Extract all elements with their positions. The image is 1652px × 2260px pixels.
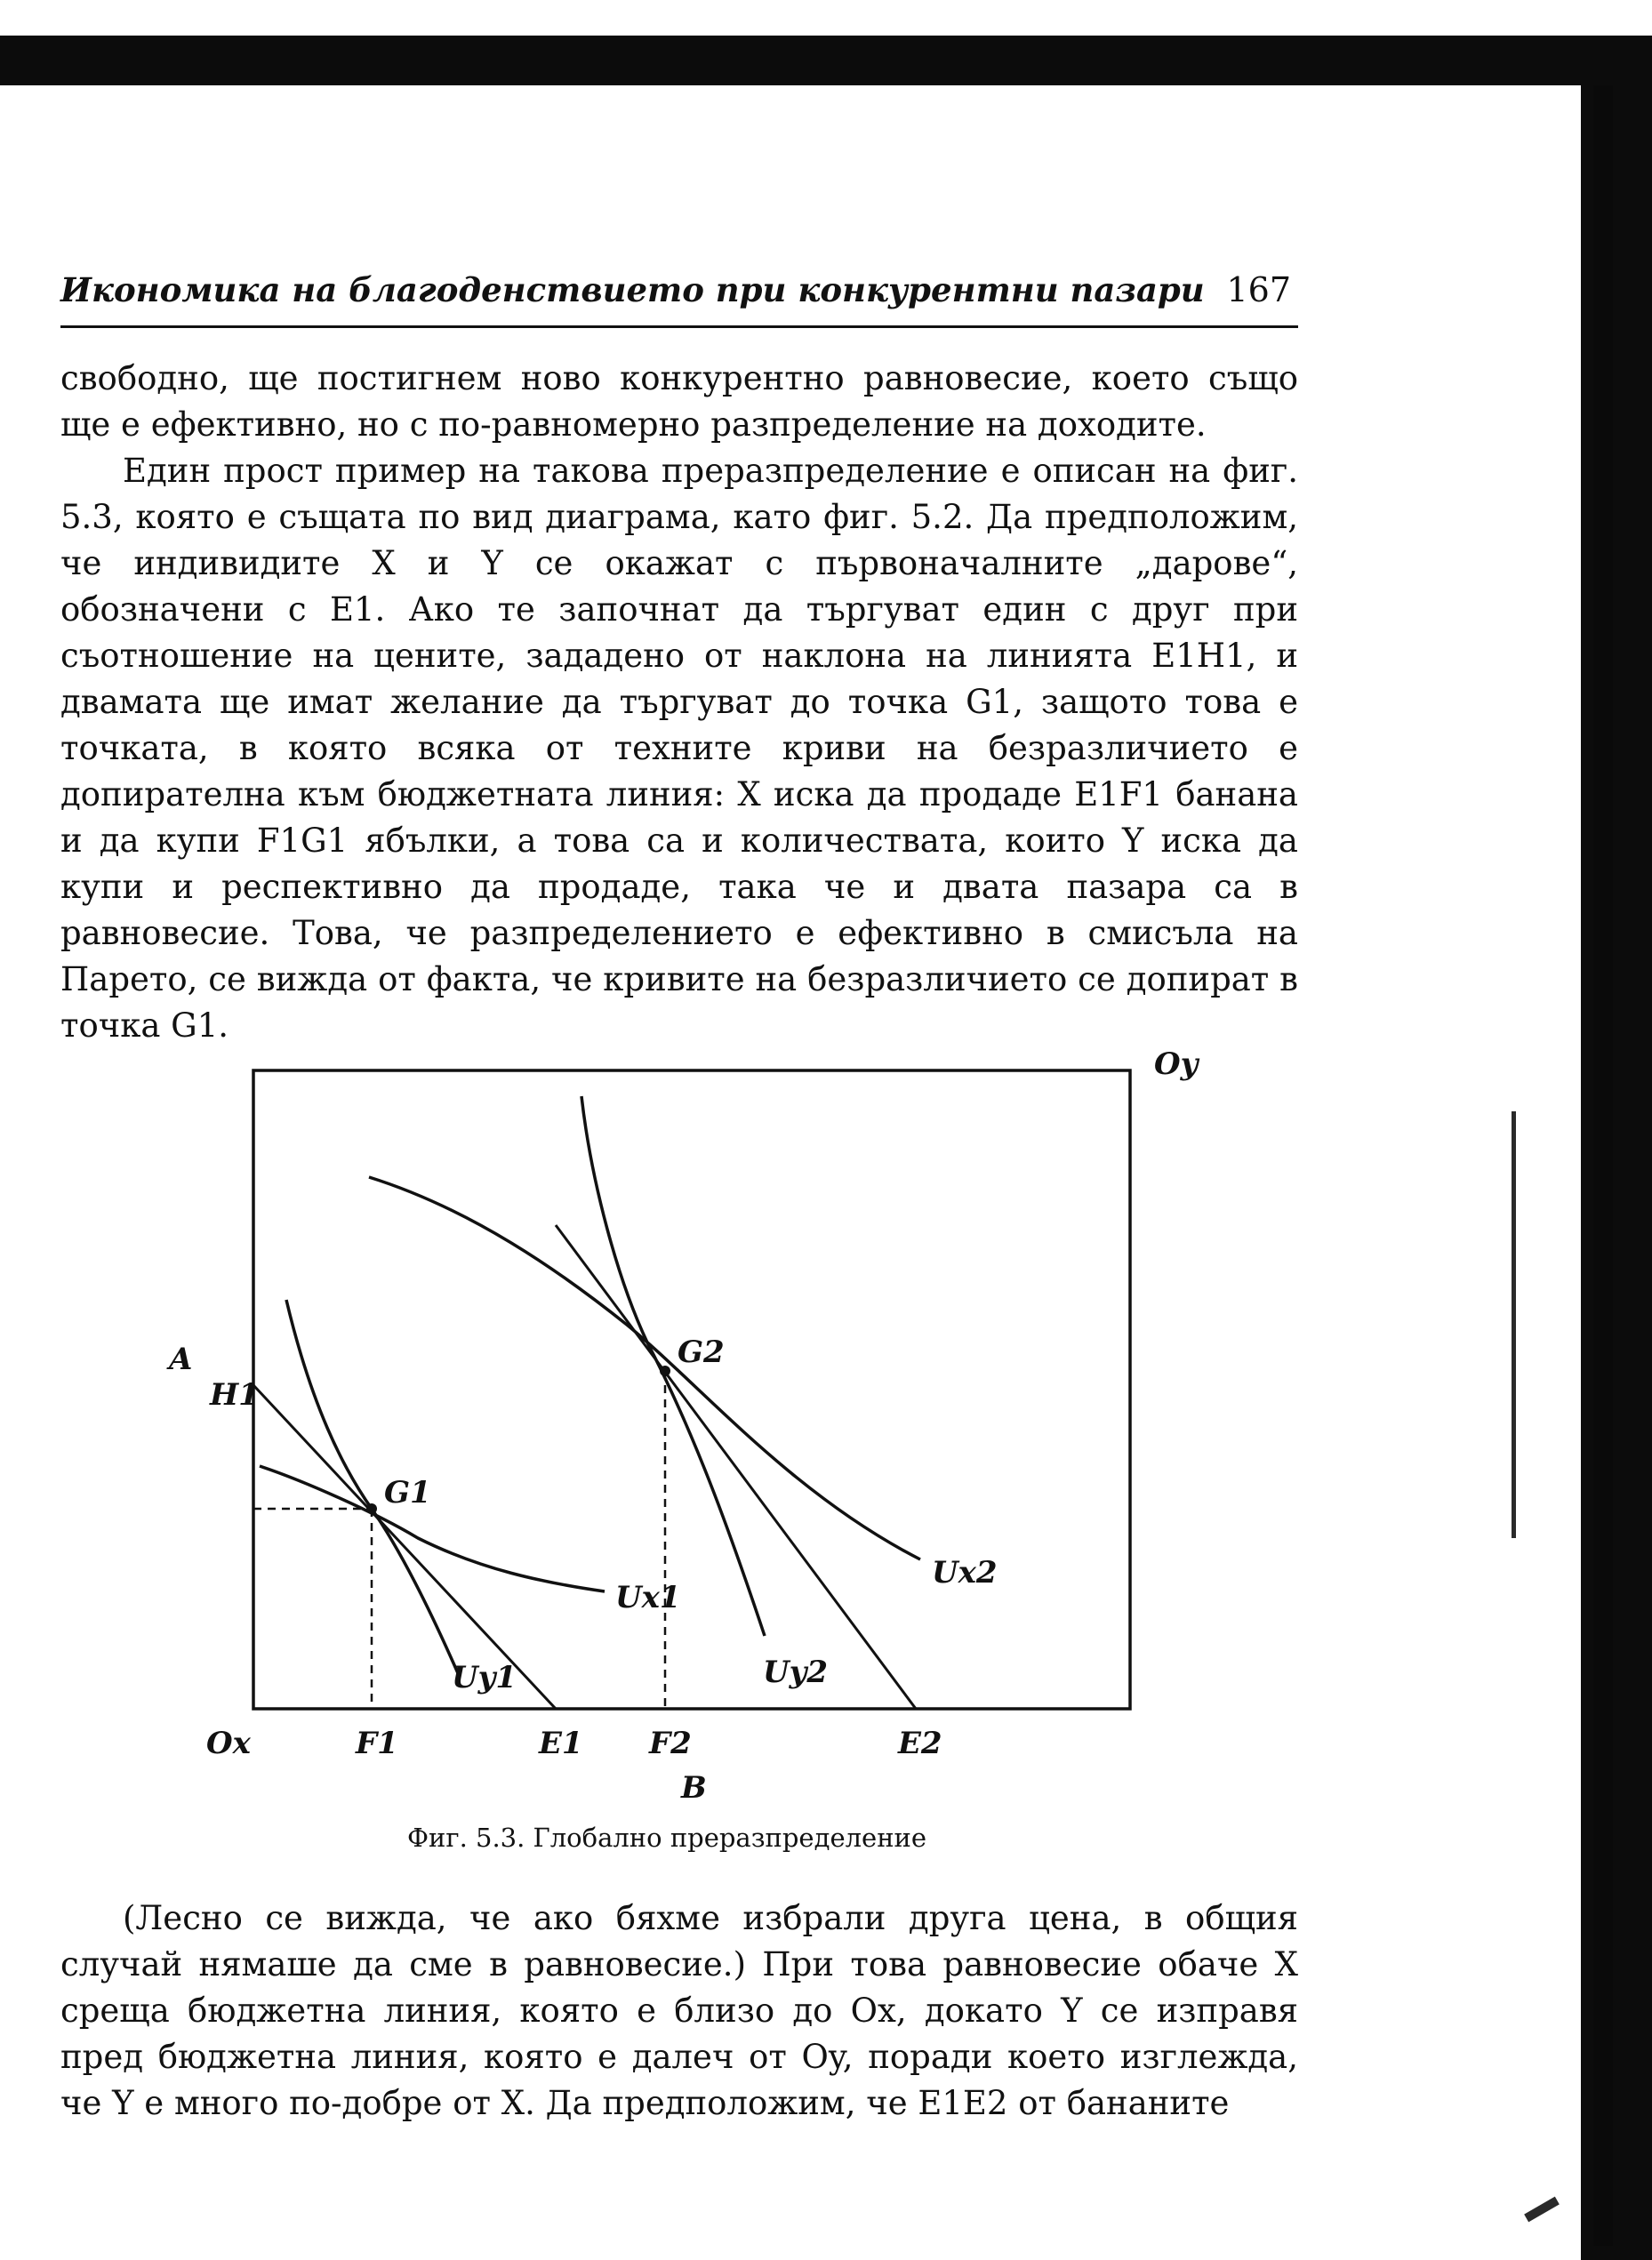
label-ux2: Ux2 <box>932 1555 998 1591</box>
budget-line-e2 <box>556 1225 916 1709</box>
label-h1: H1 <box>210 1377 260 1413</box>
label-e2: E2 <box>898 1726 942 1761</box>
figure-5-3 <box>151 1031 1218 1814</box>
label-g1: G1 <box>384 1475 431 1511</box>
label-e1: E1 <box>539 1726 583 1761</box>
body-text-bottom <box>60 1895 1298 2127</box>
paragraph-2: Един прост пример на такова преразпределение е описан на фиг. 5.3, която е същата по вид диаграма, като фиг. 5.2. Да предположим, че индивидите X и Y се окажат с първоначалните „дарове“, обозначени с E1. Ако те започнат да търгуват един с друг при съотношение на цените, зададено от наклона на линията E1H1, и двамата ще имат желание да търгуват до точка G1, защото това е точката, в която всяка от техните криви на безразличието е допирателна към бюджетната линия: X иска да продаде E1F1 банана и да купи F1G1 ябълки, а това са и количествата, които Y иска да купи и респективно да продаде, така че и двата пазара са в равновесие. Това, че разпределението е ефективно в смисъла на Парето, се вижда от факта, че кривите на безразличието се допират в точка G1. <box>60 452 1298 1045</box>
scan-border-right <box>1581 53 1652 2260</box>
scan-artifact <box>1512 1111 1516 1538</box>
label-ox: Ox <box>206 1726 251 1761</box>
label-g2: G2 <box>678 1334 725 1370</box>
edgeworth-box-diagram <box>151 1031 1218 1814</box>
paragraph-3: (Лесно се вижда, че ако бяхме избрали друга цена, в общия случай нямаше да сме в равновесие.) При това равновесие обаче X среща бюджетна линия, която е близо до Ox, докато Y се изправя пред бюджетна линия, която е далеч от Oy, поради което изглежда, че Y е много по-добре от X. Да предположим, че E1E2 от бананите <box>60 1899 1298 2122</box>
label-uy1: Uy1 <box>452 1660 517 1695</box>
label-uy2: Uy2 <box>763 1655 829 1690</box>
indifference-curve-ux2 <box>369 1177 920 1559</box>
label-f2: F2 <box>649 1726 692 1761</box>
point-g1 <box>366 1503 377 1514</box>
label-oy: Oy <box>1154 1046 1199 1082</box>
paragraph-1: свободно, ще постигнем ново конкурентно равновесие, което също ще е ефективно, но с по-равномерно разпределение на доходите. <box>60 359 1298 444</box>
body-text-top <box>60 356 1298 1049</box>
scan-border-top <box>0 36 1652 85</box>
figure-caption: Фиг. 5.3. Глобално преразпределение <box>406 1823 927 1853</box>
point-g2 <box>660 1366 670 1376</box>
label-a: A <box>169 1342 193 1377</box>
edgeworth-box-frame <box>253 1070 1130 1709</box>
scan-border-right-inner <box>1593 85 1613 2246</box>
indifference-curve-ux1 <box>260 1466 605 1591</box>
running-header <box>60 263 1298 328</box>
label-b: B <box>681 1770 707 1806</box>
running-header-title: Икономика на благоденствието при конкурентни пазари <box>60 270 1205 309</box>
label-ux1: Ux1 <box>615 1580 681 1615</box>
label-f1: F1 <box>356 1726 398 1761</box>
page-number: 167 <box>1226 270 1291 309</box>
scan-artifact-corner <box>1524 2197 1560 2223</box>
